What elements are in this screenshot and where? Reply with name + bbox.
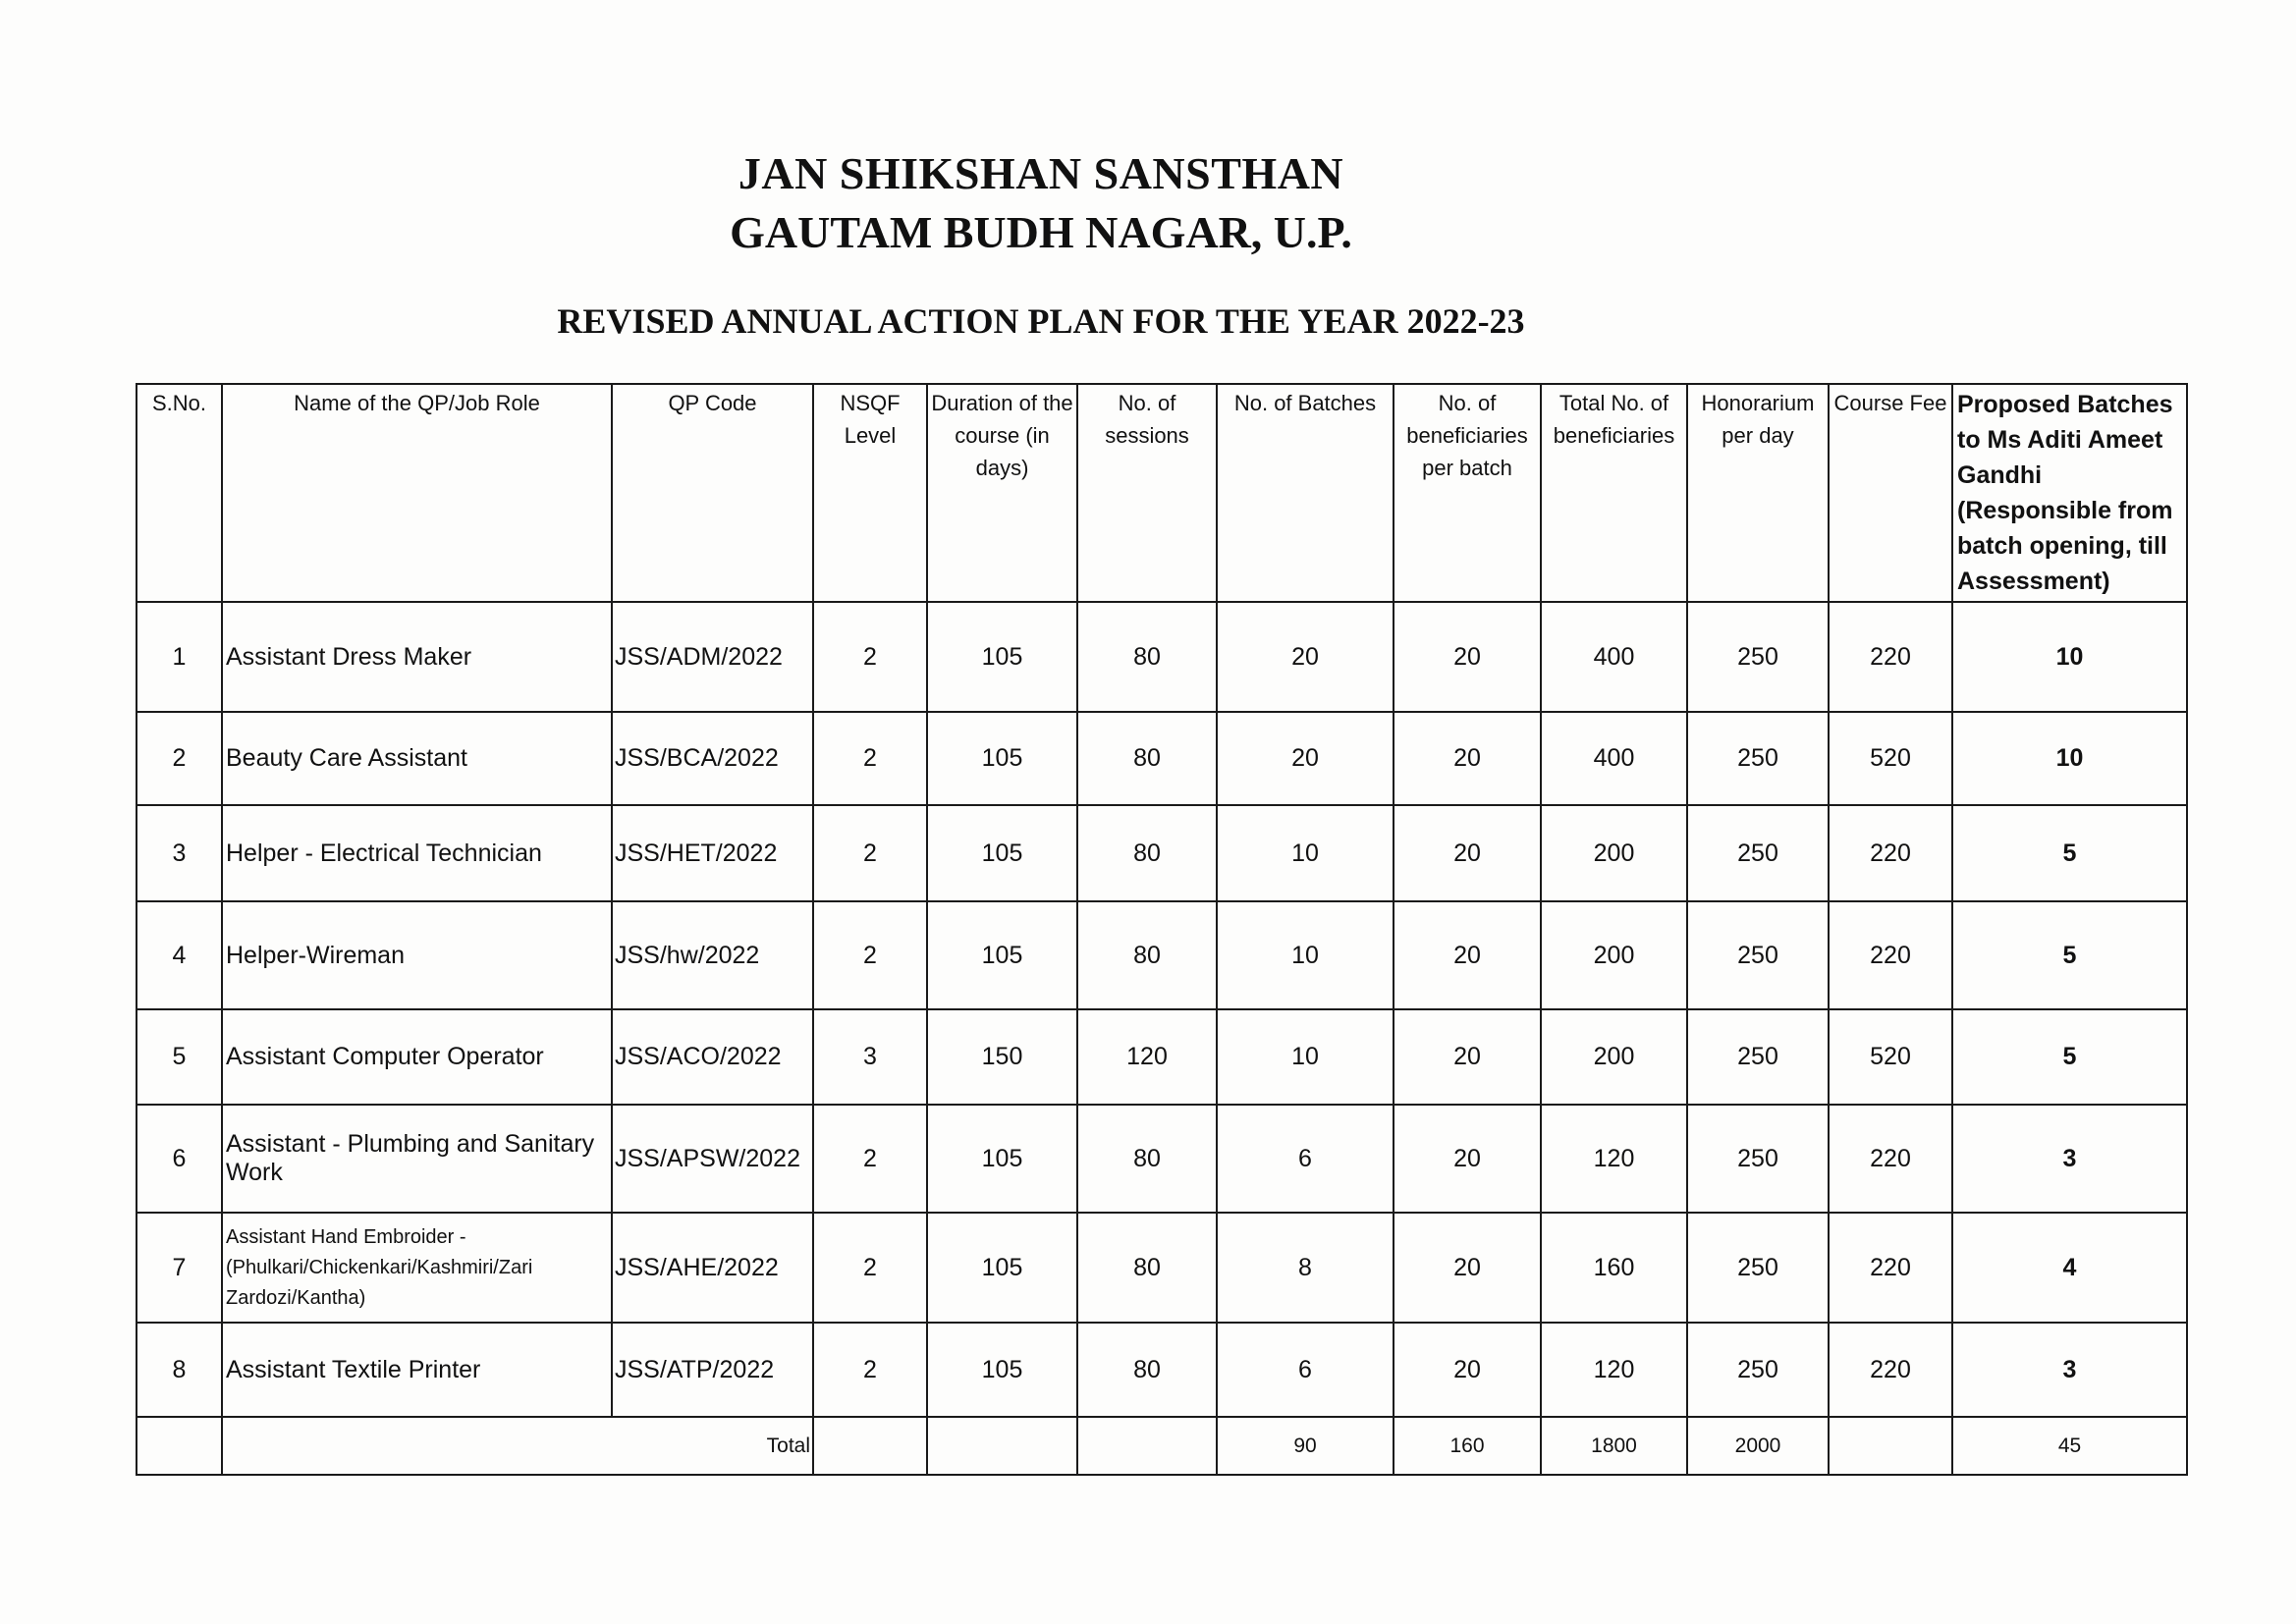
cell-sessions: 80	[1077, 1213, 1217, 1323]
cell-fee: 220	[1829, 805, 1952, 901]
cell-nsqf: 2	[813, 1323, 927, 1417]
cell-duration: 105	[927, 1213, 1077, 1323]
cell-per-batch: 20	[1394, 1105, 1541, 1213]
cell-proposed: 10	[1952, 602, 2187, 712]
total-beneficiaries: 1800	[1541, 1417, 1687, 1475]
cell-honorarium: 250	[1687, 602, 1829, 712]
cell-fee: 220	[1829, 1105, 1952, 1213]
table-row	[137, 901, 2187, 1009]
cell-nsqf: 2	[813, 1213, 927, 1323]
cell-proposed: 3	[1952, 1323, 2187, 1417]
cell-sessions: 80	[1077, 1105, 1217, 1213]
table-row	[137, 1105, 2187, 1213]
header-row	[137, 384, 2187, 602]
cell-per-batch: 20	[1394, 805, 1541, 901]
cell-empty	[813, 1417, 927, 1475]
cell-batches: 6	[1217, 1105, 1394, 1213]
cell-batches: 10	[1217, 901, 1394, 1009]
cell-batches: 10	[1217, 1009, 1394, 1105]
cell-qp-code: JSS/HET/2022	[612, 805, 813, 901]
cell-per-batch: 20	[1394, 602, 1541, 712]
col-header-job-role: Name of the QP/Job Role	[222, 384, 612, 602]
cell-job-role: Helper-Wireman	[222, 901, 612, 1009]
cell-sno: 2	[137, 712, 222, 805]
cell-batches: 20	[1217, 712, 1394, 805]
col-header-batches: No. of Batches	[1217, 384, 1394, 602]
cell-qp-code: JSS/AHE/2022	[612, 1213, 813, 1323]
col-header-sessions: No. of sessions	[1077, 384, 1217, 602]
cell-duration: 105	[927, 805, 1077, 901]
cell-total: 400	[1541, 712, 1687, 805]
cell-job-role: Beauty Care Assistant	[222, 712, 612, 805]
cell-qp-code: JSS/hw/2022	[612, 901, 813, 1009]
cell-total: 120	[1541, 1323, 1687, 1417]
action-plan-table	[136, 383, 2188, 1476]
cell-per-batch: 20	[1394, 1213, 1541, 1323]
cell-honorarium: 250	[1687, 901, 1829, 1009]
cell-qp-code: JSS/ATP/2022	[612, 1323, 813, 1417]
cell-fee: 220	[1829, 602, 1952, 712]
cell-duration: 105	[927, 602, 1077, 712]
cell-honorarium: 250	[1687, 1323, 1829, 1417]
cell-per-batch: 20	[1394, 1009, 1541, 1105]
cell-empty	[1077, 1417, 1217, 1475]
col-header-fee: Course Fee	[1829, 384, 1952, 602]
cell-sno: 1	[137, 602, 222, 712]
cell-total: 200	[1541, 1009, 1687, 1105]
cell-sessions: 80	[1077, 1323, 1217, 1417]
cell-duration: 105	[927, 712, 1077, 805]
cell-duration: 105	[927, 901, 1077, 1009]
table-row	[137, 1323, 2187, 1417]
cell-proposed: 3	[1952, 1105, 2187, 1213]
col-header-sno: S.No.	[137, 384, 222, 602]
cell-honorarium: 250	[1687, 1009, 1829, 1105]
cell-batches: 10	[1217, 805, 1394, 901]
cell-batches: 20	[1217, 602, 1394, 712]
cell-nsqf: 2	[813, 805, 927, 901]
cell-nsqf: 2	[813, 712, 927, 805]
cell-nsqf: 3	[813, 1009, 927, 1105]
cell-sessions: 80	[1077, 712, 1217, 805]
cell-fee: 520	[1829, 1009, 1952, 1105]
cell-total: 400	[1541, 602, 1687, 712]
cell-qp-code: JSS/BCA/2022	[612, 712, 813, 805]
cell-honorarium: 250	[1687, 805, 1829, 901]
cell-fee: 520	[1829, 712, 1952, 805]
col-header-per-batch: No. of beneficiaries per batch	[1394, 384, 1541, 602]
col-header-total: Total No. of beneficiaries	[1541, 384, 1687, 602]
cell-qp-code: JSS/ACO/2022	[612, 1009, 813, 1105]
col-header-nsqf: NSQF Level	[813, 384, 927, 602]
cell-batches: 8	[1217, 1213, 1394, 1323]
cell-total: 120	[1541, 1105, 1687, 1213]
cell-sessions: 80	[1077, 901, 1217, 1009]
cell-per-batch: 20	[1394, 1323, 1541, 1417]
cell-per-batch: 20	[1394, 712, 1541, 805]
cell-empty	[137, 1417, 222, 1475]
cell-sno: 4	[137, 901, 222, 1009]
cell-fee: 220	[1829, 1213, 1952, 1323]
cell-duration: 150	[927, 1009, 1077, 1105]
cell-total: 200	[1541, 805, 1687, 901]
cell-duration: 105	[927, 1323, 1077, 1417]
cell-qp-code: JSS/ADM/2022	[612, 602, 813, 712]
table-row	[137, 1009, 2187, 1105]
cell-qp-code: JSS/APSW/2022	[612, 1105, 813, 1213]
total-honorarium: 2000	[1687, 1417, 1829, 1475]
table-row	[137, 712, 2187, 805]
cell-honorarium: 250	[1687, 712, 1829, 805]
col-header-honorarium: Honorarium per day	[1687, 384, 1829, 602]
col-header-proposed: Proposed Batches to Ms Aditi Ameet Gandhi (Responsible from batch opening, till Assessment)	[1952, 384, 2187, 602]
cell-sno: 6	[137, 1105, 222, 1213]
cell-proposed: 10	[1952, 712, 2187, 805]
cell-job-role: Assistant Textile Printer	[222, 1323, 612, 1417]
cell-total: 160	[1541, 1213, 1687, 1323]
cell-batches: 6	[1217, 1323, 1394, 1417]
cell-nsqf: 2	[813, 602, 927, 712]
cell-job-role: Assistant Hand Embroider - (Phulkari/Chickenkari/Kashmiri/Zari Zardozi/Kantha)	[222, 1213, 612, 1323]
cell-sno: 7	[137, 1213, 222, 1323]
cell-empty	[927, 1417, 1077, 1475]
cell-sno: 3	[137, 805, 222, 901]
cell-total: 200	[1541, 901, 1687, 1009]
cell-job-role: Assistant Dress Maker	[222, 602, 612, 712]
cell-empty	[1829, 1417, 1952, 1475]
cell-nsqf: 2	[813, 1105, 927, 1213]
plan-title: REVISED ANNUAL ACTION PLAN FOR THE YEAR 2022-23	[557, 301, 1525, 341]
table-row	[137, 1213, 2187, 1323]
total-proposed: 45	[1952, 1417, 2187, 1475]
cell-proposed: 5	[1952, 805, 2187, 901]
cell-sno: 5	[137, 1009, 222, 1105]
cell-job-role: Assistant Computer Operator	[222, 1009, 612, 1105]
total-label: Total	[222, 1417, 813, 1475]
col-header-qp-code: QP Code	[612, 384, 813, 602]
cell-fee: 220	[1829, 901, 1952, 1009]
cell-sessions: 120	[1077, 1009, 1217, 1105]
cell-proposed: 5	[1952, 901, 2187, 1009]
location: GAUTAM BUDH NAGAR, U.P.	[730, 207, 1352, 257]
org-name: JAN SHIKSHAN SANSTHAN	[738, 148, 1344, 198]
cell-proposed: 5	[1952, 1009, 2187, 1105]
table-row	[137, 805, 2187, 901]
cell-nsqf: 2	[813, 901, 927, 1009]
cell-job-role: Helper - Electrical Technician	[222, 805, 612, 901]
cell-sessions: 80	[1077, 602, 1217, 712]
total-per-batch: 160	[1394, 1417, 1541, 1475]
cell-fee: 220	[1829, 1323, 1952, 1417]
cell-honorarium: 250	[1687, 1105, 1829, 1213]
cell-sno: 8	[137, 1323, 222, 1417]
cell-honorarium: 250	[1687, 1213, 1829, 1323]
cell-job-role: Assistant - Plumbing and Sanitary Work	[222, 1105, 612, 1213]
table-row	[137, 602, 2187, 712]
cell-per-batch: 20	[1394, 901, 1541, 1009]
col-header-duration: Duration of the course (in days)	[927, 384, 1077, 602]
cell-duration: 105	[927, 1105, 1077, 1213]
cell-proposed: 4	[1952, 1213, 2187, 1323]
cell-sessions: 80	[1077, 805, 1217, 901]
total-row	[137, 1417, 2187, 1475]
total-batches: 90	[1217, 1417, 1394, 1475]
